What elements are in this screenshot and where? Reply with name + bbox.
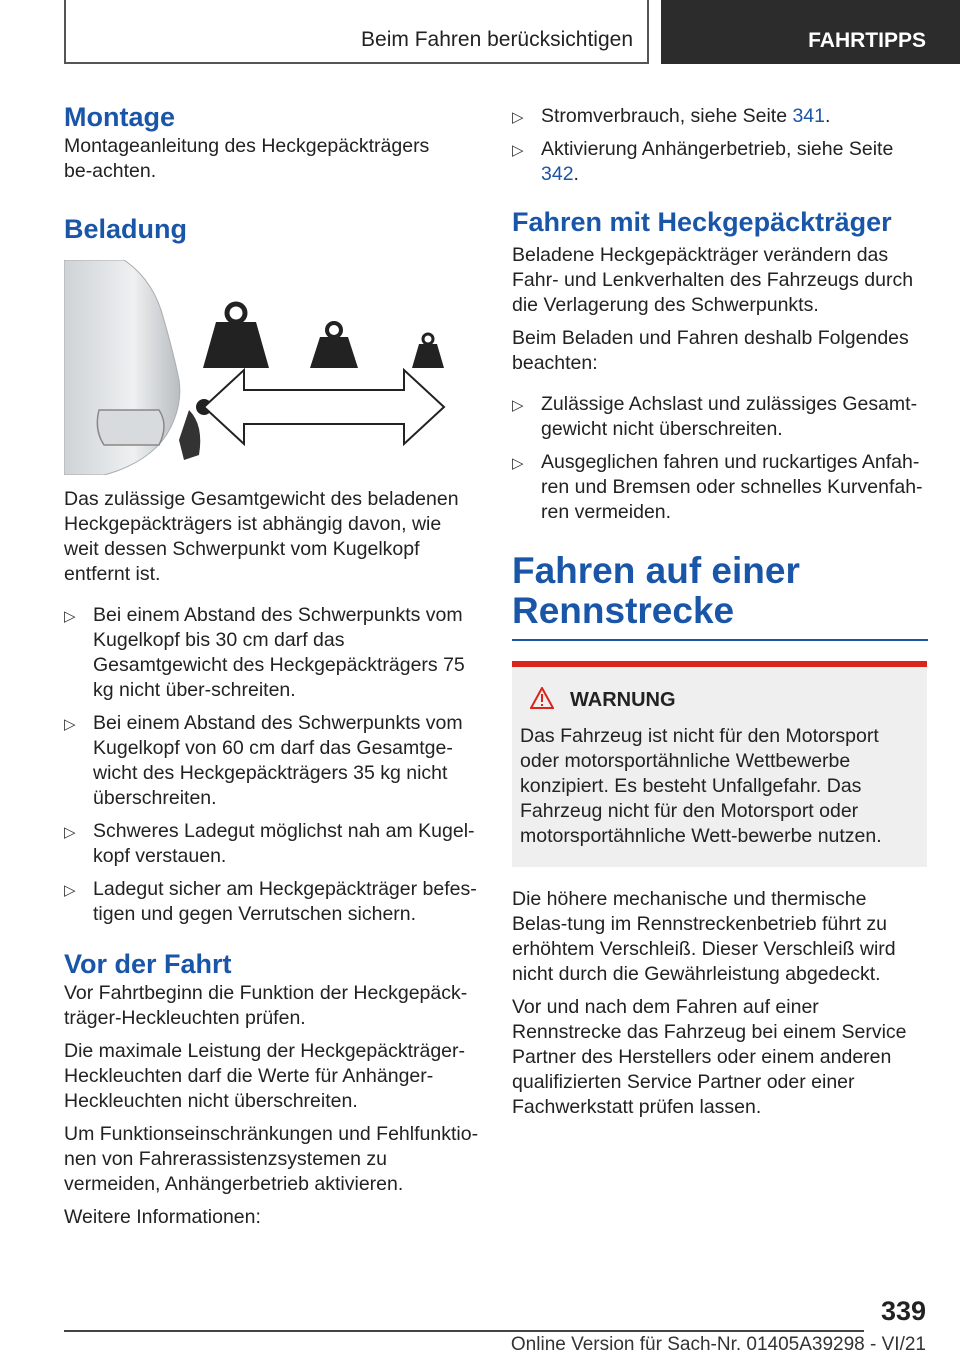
list-item: ▷ Schweres Ladegut möglichst nah am Kugel-kopf verstauen. — [64, 820, 475, 867]
list-item: ▷ Bei einem Abstand des Schwerpunkts vom Kugelkopf bis 30 cm darf das Gesamtgewicht des Heckgepäckträgers 75 kg nicht über-schreiten. — [64, 604, 465, 701]
beladung-heading: Beladung — [64, 214, 188, 244]
info-list — [512, 104, 927, 187]
double-arrow — [204, 370, 444, 444]
warning-box — [512, 661, 927, 867]
list-item: ▷ Aktivierung Anhängerbetrieb, siehe Seite 342. — [512, 138, 894, 185]
list-item: ▷ Bei einem Abstand des Schwerpunkts vom Kugelkopf von 60 cm darf das Gesamtge-wicht des Heckgepäckträgers 35 kg nicht überschreiten. — [64, 712, 463, 809]
rennstrecke-heading: Fahren auf einer Rennstrecke — [512, 551, 928, 641]
renn-paragraph: Vor und nach dem Fahren auf einer Rennstrecke das Fahrzeug bei einem Service Partner des Herstellers oder einem anderen qualifizierten Service Partner oder einer Fachwerkstatt prüfen lassen. — [512, 996, 907, 1118]
vor-der-fahrt-heading: Vor der Fahrt — [64, 949, 232, 979]
list-item: ▷ Stromverbrauch, siehe Seite 341. — [512, 104, 927, 129]
header-chapter-tab: FAHRTIPPS — [661, 0, 960, 64]
fahren-paragraph: Beladene Heckgepäckträger verändern das Fahr- und Lenkverhalten des Fahrzeugs durch die Verlagerung des Schwerpunkts. — [512, 244, 914, 316]
list-item: ▷ Ladegut sicher am Heckgepäckträger befes-tigen und gegen Verrutschen sichern. — [64, 878, 477, 925]
montage-heading: Montage — [64, 102, 175, 132]
montage-text: Montageanleitung des Heckgepäckträgers be-achten. — [64, 135, 430, 182]
tow-bar — [179, 410, 200, 460]
weight-small-icon — [412, 334, 444, 368]
warning-triangle-icon — [530, 687, 554, 716]
load-distance-diagram — [64, 260, 479, 475]
fahren-paragraph: Beim Beladen und Fahren deshalb Folgendes beachten: — [512, 327, 909, 374]
header-section-box — [64, 0, 649, 64]
list-item: ▷ Ausgeglichen fahren und ruckartiges Anfah-ren und Bremsen oder schnelles Kurvenfah-ren vermeiden. — [512, 451, 923, 523]
header-section-title: Beim Fahren berücksichtigen — [361, 28, 633, 51]
triangle-bullet-icon: ▷ — [512, 455, 524, 472]
page-link-341[interactable]: 341 — [792, 105, 825, 127]
triangle-bullet-icon: ▷ — [64, 716, 76, 733]
vor-paragraph: Vor Fahrtbeginn die Funktion der Heckgepäck-träger-Heckleuchten prüfen. — [64, 982, 468, 1029]
triangle-bullet-icon: ▷ — [64, 824, 76, 841]
renn-paragraph: Die höhere mechanische und thermische Belas-tung im Rennstreckenbetrieb führt zu erhöhtem Verschleiß. Dieser Verschleiß wird nicht durch die Gewährleistung abgedeckt. — [512, 888, 896, 985]
vor-paragraph: Die maximale Leistung der Heckgepäckträger-Heckleuchten darf die Werte für Anhänger-Heckleuchten nicht überschreiten. — [64, 1040, 466, 1112]
triangle-bullet-icon: ▷ — [512, 109, 524, 126]
vor-paragraph: Weitere Informationen: — [64, 1206, 261, 1228]
warning-text: Das Fahrzeug ist nicht für den Motorsport oder motorsportähnliche Wettbewerbe konzipiert. Es besteht Unfallgefahr. Das Fahrzeug nicht für den Motorsport oder motorsportähnliche Wett-bewerbe nutzen. — [520, 725, 882, 847]
left-column — [64, 100, 479, 1238]
footer-divider — [64, 1330, 864, 1332]
fahren-heading: Fahren mit Heckgepäckträger — [512, 207, 892, 237]
triangle-bullet-icon: ▷ — [64, 608, 76, 625]
page-link-342[interactable]: 342 — [541, 163, 574, 185]
triangle-bullet-icon: ▷ — [64, 882, 76, 899]
triangle-bullet-icon: ▷ — [512, 397, 524, 414]
right-column — [512, 104, 927, 1128]
weight-large-icon — [203, 304, 269, 368]
exhaust-pipe — [97, 410, 164, 445]
triangle-bullet-icon: ▷ — [512, 142, 524, 159]
fahren-list — [512, 392, 927, 525]
vor-paragraph: Um Funktionseinschränkungen und Fehlfunktio-nen von Fahrerassistenzsystemen zu vermeiden, Anhängerbetrieb aktivieren. — [64, 1123, 479, 1195]
beladung-text: Das zulässige Gesamtgewicht des beladenen Heckgepäckträgers ist abhängig davon, wie weit dessen Schwerpunkt vom Kugelkopf entfernt ist. — [64, 488, 459, 585]
warning-title: WARNUNG — [520, 687, 921, 716]
weight-medium-icon — [310, 323, 358, 368]
beladung-list — [64, 603, 479, 927]
page-number: 339 — [880, 1296, 926, 1326]
footer-online-version: Online Version für Sach-Nr. 01405A39298 - VI/21 — [510, 1334, 926, 1355]
list-item: ▷ Zulässige Achslast und zulässiges Gesamt-gewicht nicht überschreiten. — [512, 393, 918, 440]
